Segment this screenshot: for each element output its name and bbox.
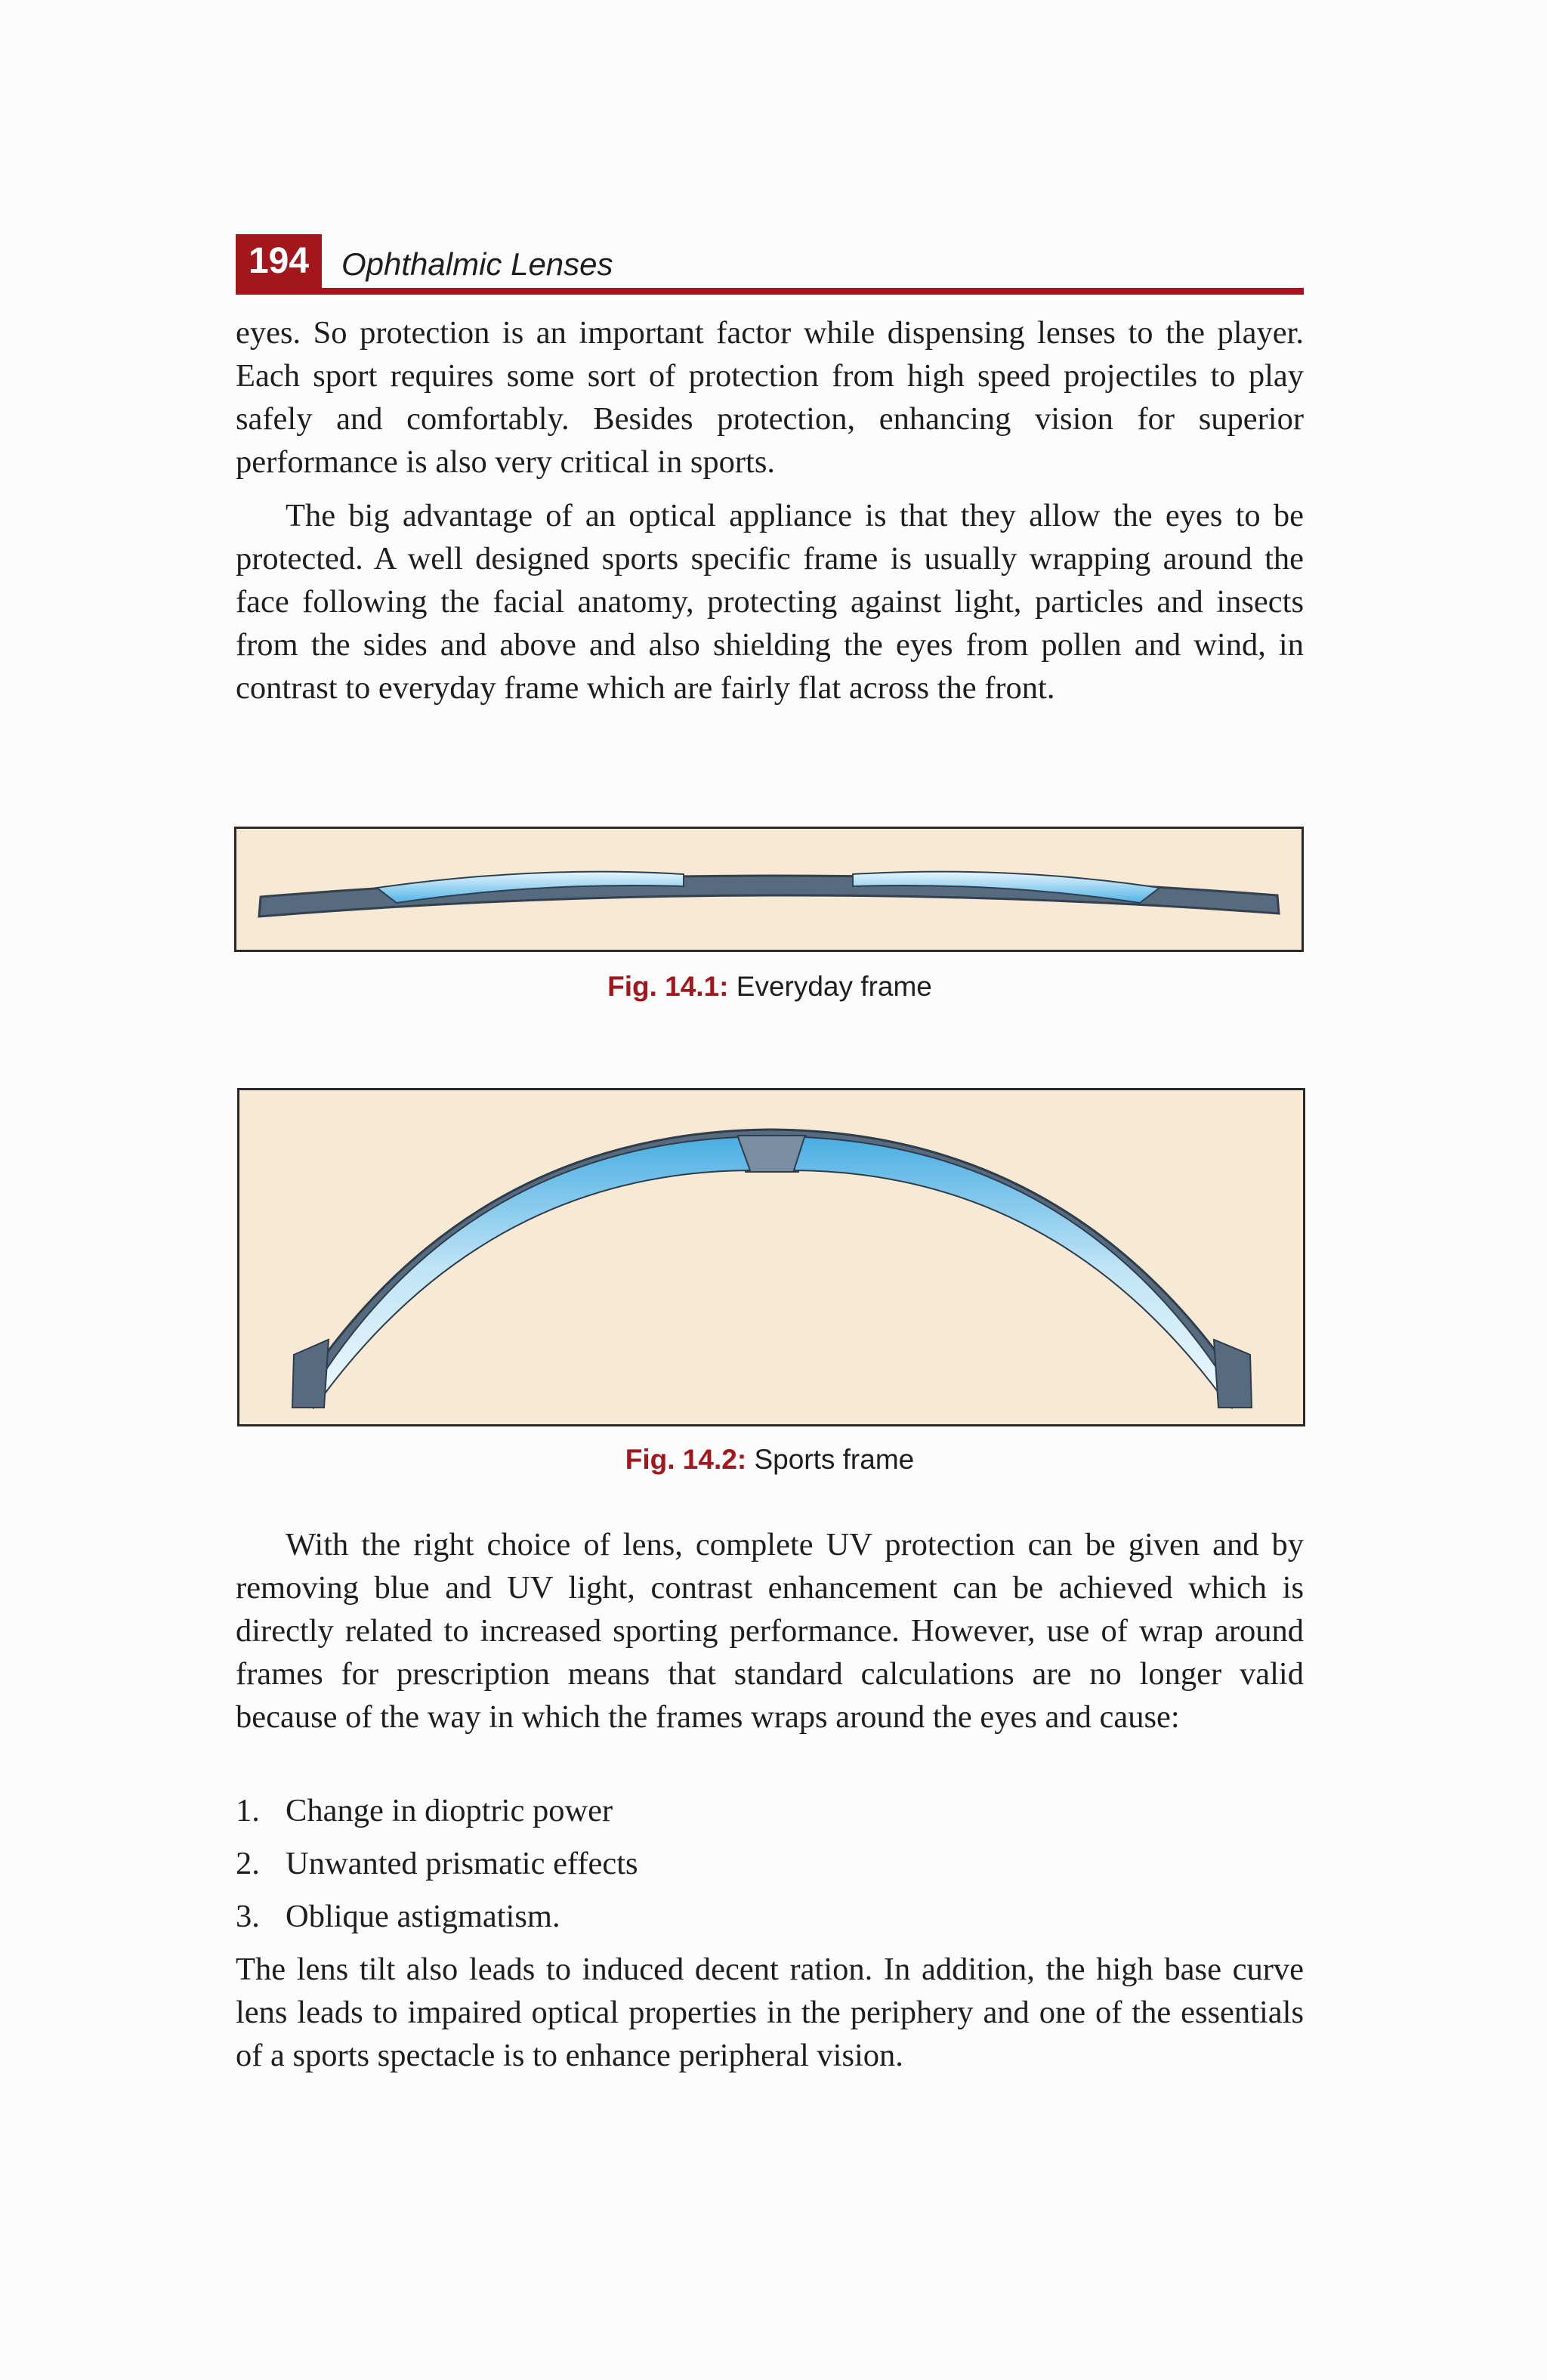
paragraph-1: eyes. So protection is an important factor while dispensing lenses to the player. Each sport requires some sort of protection from high speed projectiles to play safely and comfortably. Besides protection, enhancing vision for superior performance is also very critical in sports. [236,315,1304,480]
list-text: Unwanted prismatic effects [286,1846,638,1881]
figure-label-2: Fig. 14.2: [625,1444,747,1475]
left-temple-end [292,1340,329,1408]
list-item [236,1789,1304,1842]
book-title: Ophthalmic Lenses [341,246,613,282]
list-number: 1. [236,1793,260,1828]
effects-list [236,1789,1304,1948]
figure-everyday-frame [234,827,1304,952]
figure-caption-1 [236,970,1304,1003]
sports-right-lens [794,1137,1237,1399]
right-temple-end [1214,1340,1252,1408]
list-text: Oblique astigmatism. [286,1899,560,1934]
closing-paragraph: The lens tilt also leads to induced decent ration. In addition, the high base curve lens leads to impaired optical properties in the periphery and one of the essentials of a sports spectacle is to enhance peripheral vision. [236,1952,1304,2073]
list-number: 3. [236,1899,260,1934]
list-number: 2. [236,1846,260,1881]
page-number: 194 [236,234,322,289]
sports-left-lens [307,1137,750,1399]
figure-sports-frame [237,1088,1305,1426]
sports-frame-illustration [239,1090,1303,1424]
figure-text-2: Sports frame [754,1444,915,1475]
list-item [236,1895,1304,1948]
header-rule [236,288,1304,295]
figure-text-1: Everyday frame [736,971,932,1002]
figure-caption-2 [236,1443,1304,1476]
paragraph-3: With the right choice of lens, complete UV protection can be given and by removing blue and UV light, contrast enhancement can be achieved which is directly related to increased sporting performance. However, use of wrap around frames for prescription means that standard calculations are no longer valid because of the way in which the frames wraps around the eyes and cause: [236,1527,1304,1735]
list-text: Change in dioptric power [286,1793,613,1828]
everyday-frame-illustration [236,829,1302,950]
running-header [236,234,1304,295]
figure-label-1: Fig. 14.1: [607,971,729,1002]
paragraph-2: The big advantage of an optical appliance is that they allow the eyes to be protected. A well designed sports specific frame is usually wrapping around the face following the facial anatomy, protecting against light, particles and insects from the sides and above and also shielding the eyes from pollen and wind, in contrast to everyday frame which are fairly flat across the front. [236,498,1304,706]
list-item [236,1842,1304,1895]
